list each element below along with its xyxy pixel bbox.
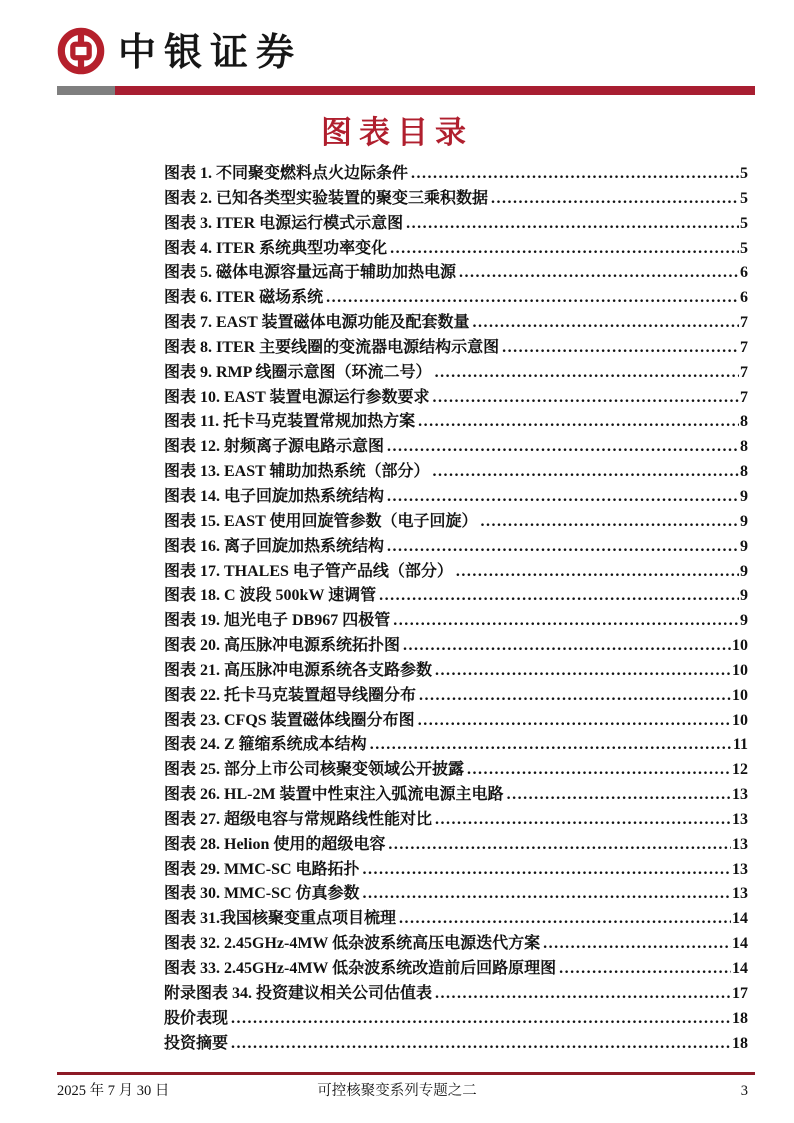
toc-entry[interactable] [164, 187, 748, 212]
toc-entry-label: 图表 26. HL-2M 装置中性束注入弧流电源主电路 [164, 786, 504, 804]
toc-entry-label: 图表 21. 高压脉冲电源系统各支路参数 [164, 661, 433, 679]
dot-leader [433, 460, 739, 485]
toc-entry-page: 7 [740, 363, 748, 381]
toc-entry-page: 9 [740, 562, 748, 580]
dot-leader [363, 858, 731, 883]
toc-entry-label: 图表 27. 超级电容与常规路线性能对比 [164, 810, 433, 828]
toc-entry-label: 图表 32. 2.45GHz-4MW 低杂波系统高压电源迭代方案 [164, 935, 541, 953]
toc-entry-label: 图表 19. 旭光电子 DB967 四极管 [164, 612, 391, 630]
toc-entry-label: 图表 1. 不同聚变燃料点火边际条件 [164, 165, 409, 182]
dot-leader [326, 286, 739, 311]
toc-entry-page: 14 [732, 910, 748, 928]
toc-entry-page: 13 [732, 810, 748, 828]
dot-leader [231, 1032, 731, 1057]
toc-entry[interactable] [164, 162, 748, 187]
footer-page-number: 3 [740, 1083, 748, 1099]
toc-entry-page: 6 [740, 289, 748, 307]
dot-leader [435, 982, 731, 1007]
toc-entry-label: 图表 11. 托卡马克装置常规加热方案 [164, 413, 416, 431]
toc-entry-label: 图表 4. ITER 系统典型功率变化 [164, 239, 388, 257]
toc-entry[interactable] [164, 261, 748, 286]
toc-entry-page: 8 [740, 413, 748, 431]
dot-leader [406, 212, 739, 237]
toc-entry-page: 11 [732, 736, 748, 754]
toc-entry[interactable] [164, 410, 748, 435]
dot-leader [507, 783, 731, 808]
toc-entry-label: 图表 6. ITER 磁场系统 [164, 289, 324, 307]
dot-leader [363, 882, 731, 907]
toc-entry-page: 14 [732, 960, 748, 977]
toc-list [164, 162, 748, 1056]
dot-leader [502, 336, 739, 361]
dot-leader [491, 187, 739, 212]
toc-entry-label: 投资摘要 [164, 1034, 229, 1052]
toc-entry-page: 18 [732, 1034, 748, 1052]
toc-entry-page: 8 [740, 438, 748, 456]
toc-entry-label: 图表 5. 磁体电源容量远高于辅助加热电源 [164, 264, 457, 282]
toc-entry[interactable] [164, 833, 748, 858]
toc-entry-label: 图表 22. 托卡马克装置超导线圈分布 [164, 686, 417, 704]
toc-entry[interactable] [164, 237, 748, 262]
toc-entry[interactable] [164, 535, 748, 560]
toc-entry-label: 附录图表 34. 投资建议相关公司估值表 [164, 984, 433, 1002]
toc-entry[interactable] [164, 634, 748, 659]
dot-leader [387, 485, 739, 510]
toc-entry[interactable] [164, 1032, 748, 1057]
toc-entry[interactable] [164, 733, 748, 758]
dot-leader [435, 659, 731, 684]
toc-entry-page: 10 [732, 637, 748, 655]
toc-entry-page: 7 [740, 388, 748, 406]
toc-entry-page: 9 [740, 612, 748, 630]
toc-entry[interactable] [164, 882, 748, 907]
toc-entry-page: 7 [740, 338, 748, 356]
footer-rule [57, 1072, 755, 1075]
toc-entry-page: 13 [732, 860, 748, 878]
toc-entry[interactable] [164, 684, 748, 709]
toc-entry[interactable] [164, 286, 748, 311]
boc-logo-icon [57, 26, 105, 76]
toc-entry-page: 9 [740, 512, 748, 530]
toc-entry-label: 图表 16. 离子回旋加热系统结构 [164, 537, 385, 555]
toc-entry-label: 图表 31.我国核聚变重点项目梳理 [164, 910, 397, 928]
toc-entry-page: 14 [732, 935, 748, 953]
toc-entry[interactable] [164, 485, 748, 510]
brand-name: 中银证券 [118, 32, 303, 74]
dot-leader [459, 261, 739, 286]
toc-entry-page: 10 [732, 711, 748, 729]
dot-leader [387, 435, 739, 460]
toc-entry[interactable] [164, 560, 748, 585]
toc-entry[interactable] [164, 1007, 748, 1032]
dot-leader [418, 410, 739, 435]
toc-entry-label: 图表 2. 已知各类型实验装置的聚变三乘积数据 [164, 189, 489, 207]
toc-entry-page: 10 [732, 661, 748, 679]
toc-entry-label: 图表 10. EAST 装置电源运行参数要求 [164, 388, 430, 406]
toc-entry[interactable] [164, 932, 748, 957]
toc-entry[interactable] [164, 435, 748, 460]
toc-entry-label: 图表 23. CFQS 装置磁体线圈分布图 [164, 711, 415, 729]
toc-entry-page: 6 [740, 264, 748, 282]
toc-entry-page: 5 [740, 214, 748, 232]
toc-entry-label: 图表 15. EAST 使用回旋管参数（电子回旋） [164, 512, 478, 530]
toc-entry-page: 12 [732, 761, 748, 779]
dot-leader [388, 833, 731, 858]
dot-leader [418, 709, 731, 734]
toc-entry-label: 图表 8. ITER 主要线圈的变流器电源结构示意图 [164, 338, 500, 356]
footer-date: 2025 年 7 月 30 日 [57, 1083, 170, 1099]
toc-entry[interactable] [164, 361, 748, 386]
toc-entry-label: 图表 18. C 波段 500kW 速调管 [164, 587, 377, 605]
dot-leader [481, 510, 739, 535]
toc-entry-page: 8 [740, 463, 748, 481]
dot-leader [399, 907, 731, 932]
toc-entry[interactable] [164, 858, 748, 883]
toc-entry-label: 图表 29. MMC-SC 电路拓扑 [164, 860, 360, 878]
toc-entry-label: 图表 33. 2.45GHz-4MW 低杂波系统改造前后回路原理图 [164, 960, 557, 977]
dot-leader [393, 609, 739, 634]
toc-entry[interactable] [164, 758, 748, 783]
toc-entry-label: 图表 12. 射频离子源电路示意图 [164, 438, 385, 456]
toc-entry-page: 9 [740, 537, 748, 555]
dot-leader [403, 634, 731, 659]
toc-entry-label: 图表 7. EAST 装置磁体电源功能及配套数量 [164, 314, 470, 332]
dot-leader [379, 584, 739, 609]
toc-entry-page: 17 [732, 984, 748, 1002]
toc-entry-label: 图表 24. Z 箍缩系统成本结构 [164, 736, 367, 754]
toc-entry[interactable] [164, 609, 748, 634]
dot-leader [543, 932, 731, 957]
toc-entry-page: 5 [740, 189, 748, 207]
toc-entry[interactable] [164, 982, 748, 1007]
toc-entry-page: 13 [732, 885, 748, 903]
toc-entry[interactable] [164, 957, 748, 982]
toc-entry-label: 图表 25. 部分上市公司核聚变领域公开披露 [164, 761, 465, 779]
dot-leader [435, 361, 739, 386]
dot-leader [456, 560, 739, 585]
toc-entry-page: 10 [732, 686, 748, 704]
dot-leader [231, 1007, 731, 1032]
toc-entry-label: 图表 20. 高压脉冲电源系统拓扑图 [164, 637, 401, 655]
dot-leader [433, 386, 739, 411]
toc-entry[interactable] [164, 709, 748, 734]
toc-entry-label: 图表 9. RMP 线圈示意图（环流二号） [164, 363, 432, 381]
toc-entry-label: 图表 30. MMC-SC 仿真参数 [164, 885, 360, 903]
toc-entry[interactable] [164, 783, 748, 808]
toc-entry[interactable] [164, 311, 748, 336]
dot-leader [419, 684, 731, 709]
toc-entry-page: 13 [732, 786, 748, 804]
toc-entry-page: 9 [740, 487, 748, 505]
toc-entry-page: 9 [740, 587, 748, 605]
dot-leader [473, 311, 739, 336]
dot-leader [435, 808, 731, 833]
toc-entry-page: 7 [740, 314, 748, 332]
header-rule-gray-segment [57, 86, 115, 95]
toc-entry-page: 5 [740, 165, 748, 182]
dot-leader [390, 237, 739, 262]
dot-leader [467, 758, 731, 783]
dot-leader [411, 162, 739, 187]
toc-entry-label: 图表 28. Helion 使用的超级电容 [164, 835, 386, 853]
toc-entry[interactable] [164, 907, 748, 932]
dot-leader [559, 957, 731, 982]
toc-entry-label: 图表 3. ITER 电源运行模式示意图 [164, 214, 404, 232]
footer-doc-title: 可控核聚变系列专题之二 [317, 1083, 477, 1099]
toc-entry-page: 18 [732, 1009, 748, 1027]
toc-entry-label: 图表 17. THALES 电子管产品线（部分） [164, 562, 453, 580]
toc-entry-page: 5 [740, 239, 748, 257]
toc-entry[interactable] [164, 460, 748, 485]
toc-entry[interactable] [164, 386, 748, 411]
toc-entry[interactable] [164, 212, 748, 237]
toc-entry-label: 股价表现 [164, 1009, 229, 1027]
toc-entry[interactable] [164, 336, 748, 361]
dot-leader [370, 733, 732, 758]
toc-entry[interactable] [164, 659, 748, 684]
header-rule [57, 86, 755, 95]
toc-entry[interactable] [164, 808, 748, 833]
toc-entry-page: 13 [732, 835, 748, 853]
toc-entry-label: 图表 13. EAST 辅助加热系统（部分） [164, 463, 430, 481]
toc-entry[interactable] [164, 584, 748, 609]
page-title: 图表目录 [321, 115, 473, 150]
toc-entry-label: 图表 14. 电子回旋加热系统结构 [164, 487, 385, 505]
dot-leader [387, 535, 739, 560]
toc-entry[interactable] [164, 510, 748, 535]
header-rule-red-segment [115, 86, 755, 95]
